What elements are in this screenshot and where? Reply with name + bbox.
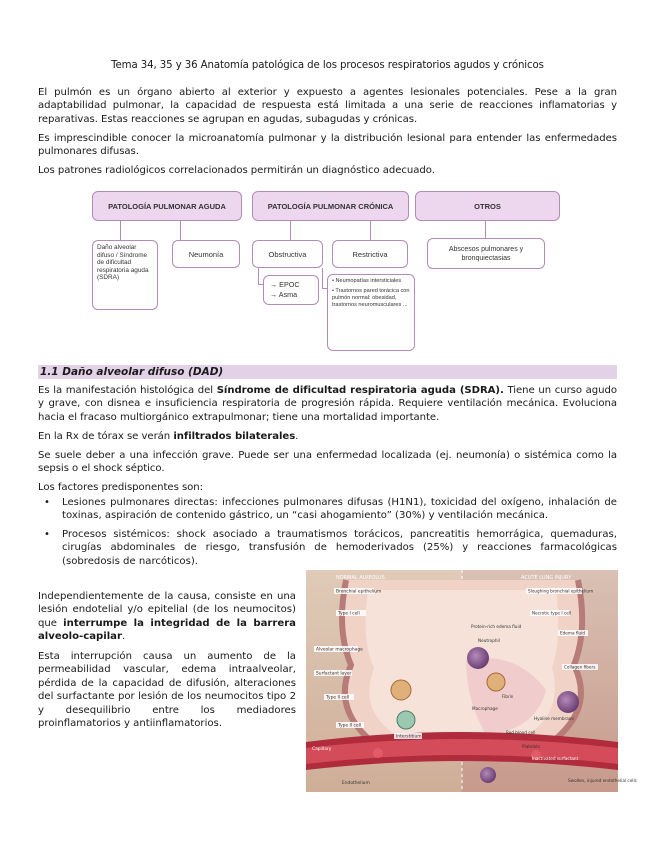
label-edema-fluid: Edema fluid — [560, 630, 585, 636]
diagram-neumonia: Neumonía — [172, 240, 240, 268]
label-inactivated-surfactant: Inactivated surfactant — [532, 756, 579, 761]
label-necrotic-type-i: Necrotic type I cell — [532, 610, 572, 616]
red-blood-cell — [373, 748, 383, 758]
label-type-ii-cell-2: Type II cell — [338, 723, 362, 729]
label-red-blood-cell: Red blood cell — [506, 730, 536, 735]
intro-paragraph-3: Los patrones radiológicos correlacionados permitirán un diagnóstico adecuado. — [38, 165, 435, 176]
label-type-ii-cell: Type II cell — [326, 695, 350, 701]
diagram-otros-header: OTROS — [415, 191, 560, 221]
section-paragraph-2: En la Rx de tórax se verán infiltrados bilaterales. — [38, 431, 299, 442]
diagram-dano-alveolar: Daño alveolar difuso / Síndrome de dificultad respiratoria aguda (SDRA) — [92, 240, 158, 310]
section-paragraph-1: Es la manifestación histológica del Síndrome de dificultad respiratoria aguda (SDRA). Tiene un curso agudo y grave, con disnea e insuficiencia respiratoria de progresión rápida. Requiere ventilación mecánica. Evoluciona hacia el fracaso multiorgánico extrapulmonar; tiene una mortalidad importante. — [38, 385, 617, 423]
label-interstitium: Interstitium — [396, 734, 422, 740]
diagram-aguda-header: PATOLOGÍA PULMONAR AGUDA — [92, 191, 242, 221]
label-capillary: Capillary — [312, 747, 332, 752]
diagram-obstructiva: Obstructiva — [252, 240, 323, 268]
left-paragraph-1: Independientemente de la causa, consiste en una lesión endotelial y/o epitelial (de los neumocitos) que interrumpe la integridad de la barrera alveolo-capilar. — [38, 591, 296, 643]
intro-paragraph-1: El pulmón es un órgano abierto al exterior y expuesto a agentes lesionales potenciales. Pese a la gran adaptabilidad pulmonar, la capacidad de respuesta está limitada a una serie de reacciones inflamatorias y reparativas. Estas reacciones se agrupan en agudas, subagudas y crónicas. — [38, 87, 617, 125]
diagram-abscesos: Abscesos pulmonares y bronquiectasias — [427, 238, 545, 269]
diagram-restrictiva-list — [327, 274, 415, 351]
section-paragraph-4: Los factores predisponentes son: — [38, 482, 203, 493]
alveolus-lumen — [366, 590, 559, 744]
diagram-obstructiva-list — [263, 275, 319, 305]
neutrophil-capillary — [480, 767, 496, 783]
page-title: Tema 34, 35 y 36 Anatomía patológica de los procesos respiratorios agudos y crónicos — [111, 60, 544, 71]
list-item: • Lesiones pulmonares directas: infecciones pulmonares difusas (H1N1), toxicidad del oxígeno, inhalación de toxinas, aspiración de contenido gástrico, un “casi ahogamiento” (30%) y ventilación mecánica. — [38, 496, 617, 523]
label-endothelium: Endothelium — [342, 781, 370, 786]
macrophage — [487, 673, 505, 691]
label-type-i-cell: Type I cell — [338, 611, 360, 617]
diagram-restrictiva: Restrictiva — [332, 240, 408, 268]
illus-normal-title: NORMAL ALVEOLUS — [336, 575, 385, 581]
label-hyaline-membrane: Hyaline membrane — [534, 716, 574, 721]
diagram-cronica-header: PATOLOGÍA PULMONAR CRÓNICA — [252, 191, 409, 221]
type-ii-cell — [397, 711, 415, 729]
diagram-asma: → Asma — [270, 290, 298, 299]
diagram-epoc: → EPOC — [270, 280, 300, 289]
label-injured-endothelium: Swollen, injured endothelial cells — [568, 778, 637, 783]
left-paragraph-2: Esta interrupción causa un aumento de la permeabilidad vascular, edema intraalveolar, pérdida de la capacidad de difusión, alteraciones del surfactante por lesión de los neumocitos tipo 2 y desequilibrio entre los mediadores proinflamatorios y antiinflamatorios. — [38, 651, 296, 730]
label-neutrophil: Neutrophil — [478, 638, 500, 643]
section-heading: 1.1 Daño alveolar difuso (DAD) — [38, 365, 617, 379]
label-surfactant-layer: Surfactant layer — [316, 671, 352, 677]
alveolus-illustration — [306, 570, 637, 792]
predisposing-list — [38, 496, 617, 573]
label-bronchial-epithelium: Bronchial epithelium — [336, 589, 382, 595]
diagram-trastornos: • Trastornos pared torácica con pulmón normal: obesidad, trastornos neuromusculares ... — [332, 288, 410, 308]
intro-paragraph-2: Es imprescindible conocer la microanatomía pulmonar y la distribución lesional para entender las enfermedades pulmonares difusas. — [38, 133, 617, 158]
diagram-neumopatias: • Neumopatías intersticiales — [332, 278, 402, 284]
list-item: • Procesos sistémicos: shock asociado a traumatismos torácicos, pancreatitis hemorrágica, quemaduras, cirugías abdominales de riesgo, transfusión de hemoderivados (25%) y reacciones farmacológicas (sobredosis de narcóticos). — [38, 528, 617, 568]
section-paragraph-3: Se suele deber a una infección grave. Puede ser una enfermedad localizada (ej. neumonía) o sistémica como la sepsis o el shock séptico. — [38, 450, 617, 475]
label-macrophage: Macrophage — [472, 706, 498, 711]
label-sloughing-epithelium: Sloughing bronchial epithelium — [528, 588, 594, 594]
label-alveolar-macrophage: Alveolar macrophage — [316, 647, 363, 653]
label-platelets: Platelets — [522, 744, 541, 749]
neutrophil — [467, 647, 489, 669]
neutrophil-migrating — [557, 691, 579, 713]
label-fibrin: Fibrin — [502, 694, 514, 699]
label-protein-edema: Protein-rich edema fluid — [471, 624, 522, 629]
alveolar-macrophage — [391, 680, 411, 700]
illus-acute-title: ACUTE LUNG INJURY — [521, 575, 572, 581]
label-collagen-fibers: Collagen fibers — [564, 664, 596, 670]
